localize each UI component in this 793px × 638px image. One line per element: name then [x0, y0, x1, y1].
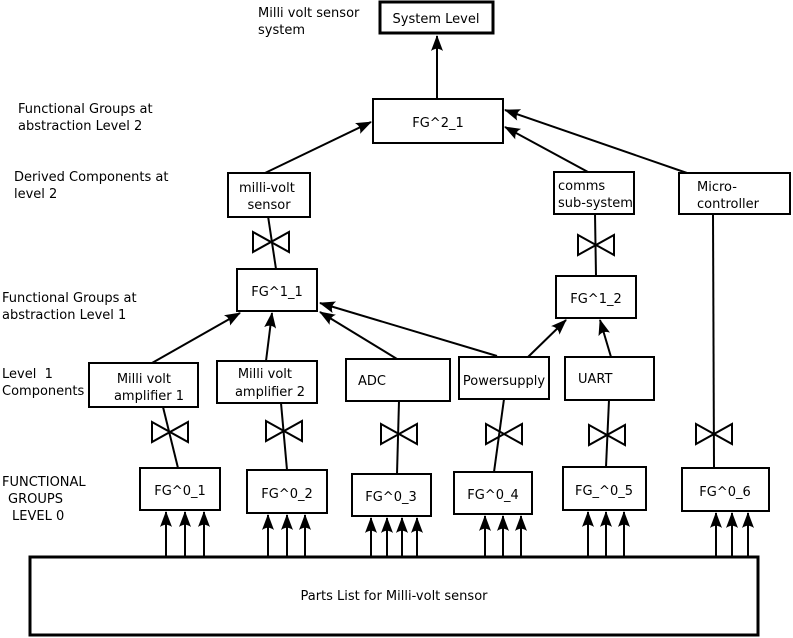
label-fg-level0: FUNCTIONAL GROUPS LEVEL 0 [2, 475, 86, 524]
label-level1-components: Level 1 Components [2, 367, 85, 399]
box-fg0-3-label: FG^0_3 [365, 490, 417, 505]
box-fg0-1-label: FG^0_1 [154, 484, 206, 499]
label-fg-level2: Functional Groups at abstraction Level 2 [18, 102, 153, 134]
arrow-adc-to-fg1-1 [320, 312, 397, 359]
label-fg-level1: Functional Groups at abstraction Level 1 [2, 291, 137, 323]
edge-microcontroller-to-fg0-6 [713, 214, 714, 468]
box-fg0-5-label: FG_^0_5 [575, 484, 633, 499]
box-adc-label: ADC [358, 374, 386, 389]
box-fg0-6-label: FG^0_6 [699, 485, 751, 500]
edge-adc-to-fg0-3 [397, 401, 399, 474]
box-system-level-label: System Level [392, 12, 480, 27]
box-amp1-label: Milli volt amplifier 1 [113, 372, 185, 404]
arrow-uart-to-fg1-2 [600, 320, 611, 357]
box-fg1-1-label: FG^1_1 [251, 285, 303, 300]
box-fg0-2-label: FG^0_2 [261, 487, 313, 502]
box-parts-list-label: Parts List for Milli-volt sensor [300, 589, 488, 604]
arrow-sensor-to-fg2-1 [265, 122, 371, 173]
box-fg2-1-label: FG^2_1 [412, 116, 464, 131]
arrow-powersupply-to-fg1-1 [320, 303, 497, 356]
box-powersupply-label: Powersupply [462, 374, 546, 389]
box-comms-subsystem-label: comms sub-system [558, 179, 633, 211]
label-system-title: Milli volt sensor system [258, 6, 360, 38]
arrow-amp2-to-fg1-1 [266, 313, 272, 361]
box-milli-volt-sensor-label: milli-volt sensor [239, 181, 295, 213]
box-fg1-2-label: FG^1_2 [570, 292, 622, 307]
bowtie-icon-powersupply [486, 424, 522, 444]
box-microcontroller-label: Micro- controller [697, 180, 760, 212]
box-fg0-4-label: FG^0_4 [467, 488, 519, 503]
label-derived-level2: Derived Components at level 2 [14, 170, 169, 202]
arrow-powersupply-to-fg1-2 [528, 320, 566, 357]
edge-amp2-to-fg0-2 [281, 403, 287, 470]
arrow-amp1-to-fg1-1 [152, 313, 240, 363]
box-uart-label: UART [578, 372, 613, 387]
edge-amp1-to-fg0-1 [163, 407, 178, 468]
box-amp2-label: Milli volt amplifier 2 [234, 367, 306, 400]
